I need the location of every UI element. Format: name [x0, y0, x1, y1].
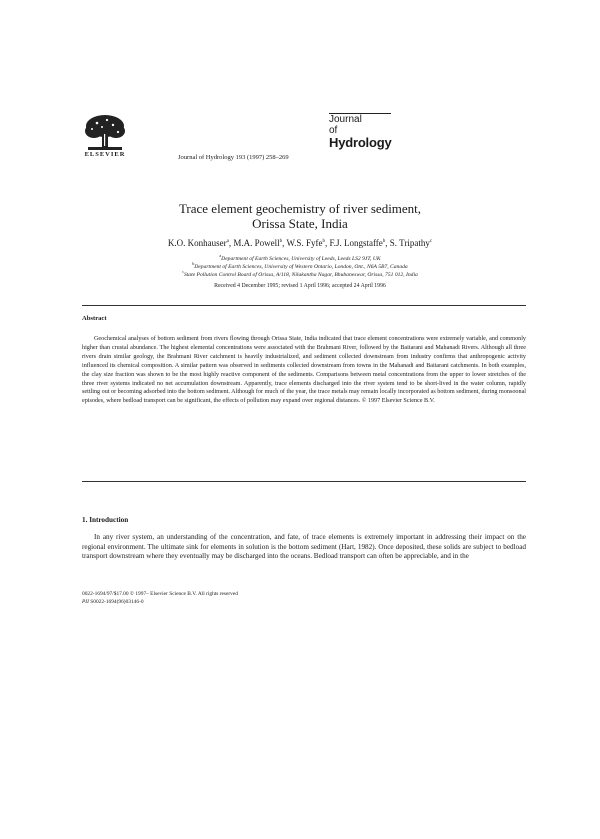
affiliation: $^b$Department of Earth Sciences, University of Western Ontario, London, Ont., N6A 5B7, Canada	[192, 261, 408, 270]
author: W.S. Fyfe$^b$,	[286, 238, 330, 248]
received-dates: Received 4 December 1995; revised 1 April 1996; accepted 24 April 1996	[214, 283, 386, 289]
publisher-name: ELSEVIER	[84, 151, 126, 158]
author: M.A. Powell$^b$,	[233, 238, 287, 248]
author: K.O. Konhauser$^a$,	[167, 238, 234, 248]
article-title-line1: Trace element geochemistry of river sediment,	[178, 201, 422, 216]
journal-logo-line2: of	[329, 125, 338, 136]
abstract-bottom-rule	[82, 481, 526, 482]
abstract-heading: Abstract	[82, 315, 107, 322]
author-list	[0, 238, 600, 248]
journal-logo	[329, 114, 391, 150]
introduction-text: In any river system, an understanding of the concentration, and fate, of trace elements is extremely important in addressing their impact on the regional environment. The ultimate sink for elements in solution is the bottom sediment (Hart, 1982). Once deposited, these solids are subject to bedload transport downstream where they eventually may be discharged into the oceans. Bedload transport can often be appreciable, and in the	[82, 533, 526, 561]
tree-icon	[82, 114, 128, 152]
journal-logo-line1: Journal	[329, 114, 362, 125]
introduction-heading: 1. Introduction	[82, 516, 129, 524]
abstract-text: Geochemical analyses of bottom sediment from rivers flowing through Orissa State, India indicated that trace element concentrations were extremely variable, and commonly higher than crustal abundance. The highest elemental concentrations were associated with the Brahmani River, followed by the Baitarani and Mahanadi Rivers. Although all three rivers drain similar geology, the Brahmani River catchment is heavily industrialized, and sediment collected downstream from industry confirms that anthropogenic activity influenced its chemical composition. A similar pattern was observed in sediments collected downstream from towns in the Mahanadi and Baitarani catchments. In both examples, the clay size fraction was shown to be the most highly reactive component of the sediments. Comparisons between metal concentrations from the upper to lower stretches of the three river systems indicated no net accumulation downstream. Apparently, trace elements discharged into the river system tend to be short-lived in the water column, rapidly settling out or becoming adsorbed into the bottom sediment. Although for much of the year, the trace metals may remain locally incorporated as bottom sediment, during monsoonal episodes, where bedload transport can be significant, the effects of pollution may expand over regional distances. © 1997 Elsevier Science B.V.	[82, 336, 526, 405]
article-title-line2: Orissa State, India	[252, 216, 348, 231]
affiliation: $^a$Department of Earth Sciences, University of Leeds, Leeds LS2 9JT, UK	[219, 253, 381, 262]
affiliation: $^c$State Pollution Control Board of Orissa, A/118, Nilakantha Nagar, Bhubaneswar, Orissa, 751 012, India	[182, 269, 418, 278]
copyright-line: 0022-1694/97/$17.00 © 1997– Elsevier Science B.V. All rights reserved	[82, 591, 238, 597]
author: F.J. Longstaffe$^b$,	[329, 238, 390, 248]
journal-citation: Journal of Hydrology 193 (1997) 258–269	[178, 154, 289, 161]
journal-logo-line3: Hydrology	[329, 135, 392, 150]
elsevier-tree-logo	[82, 114, 128, 166]
pii-line: PII S0022-1694(96)03146-0	[82, 599, 144, 605]
abstract-top-rule	[82, 305, 526, 306]
author: S. Tripathy$^c$	[389, 238, 433, 248]
